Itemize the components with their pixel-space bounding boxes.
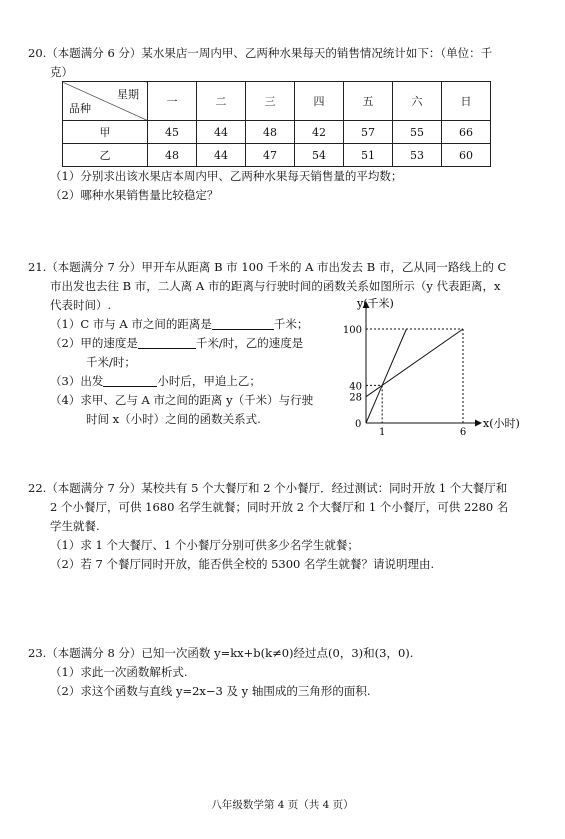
q20-line2: 克） xyxy=(50,65,73,79)
table-cell: 44 xyxy=(197,144,246,167)
q23-sub1: （1）求此一次函数解析式. xyxy=(50,665,188,679)
corner-top-label: 星期 xyxy=(117,88,139,101)
q21-sub1-text: （1）C 市与 A 市之间的距离是 xyxy=(50,317,212,331)
answer-blank[interactable] xyxy=(103,374,157,387)
table-cell: 45 xyxy=(148,121,197,144)
series-line-2 xyxy=(366,329,463,397)
q22-line2: 2 个小餐厅，可供 1680 名学生就餐；同时开放 2 个大餐厅和 1 个小餐厅，可供 2280 名 xyxy=(50,500,509,514)
answer-blank[interactable] xyxy=(212,317,274,330)
x-axis-label: x(小时) xyxy=(483,417,520,430)
q22-sub2: （2）若 7 个餐厅同时开放，能否供全校的 5300 名学生就餐？请说明理由. xyxy=(50,557,435,571)
table-row xyxy=(63,121,491,144)
origin-label: 0 xyxy=(355,419,362,430)
table-cell: 48 xyxy=(148,144,197,167)
page-footer: 八年级数学第 4 页（共 4 页） xyxy=(211,799,354,811)
distance-time-graph xyxy=(335,292,530,442)
day-header: 五 xyxy=(344,82,393,121)
q23-sub2: （2）求这个函数与直线 y=2x−3 及 y 轴围成的三角形的面积. xyxy=(50,684,371,698)
q21-line1: 21.（本题满分 7 分）甲开车从距离 B 市 100 千米的 A 市出发去 B 市，乙从同一路线上的 C xyxy=(28,260,507,274)
day-header: 一 xyxy=(148,82,197,121)
day-header: 六 xyxy=(393,82,442,121)
table-corner-cell xyxy=(63,82,148,121)
q21-sub2-cont: 千米/时； xyxy=(86,355,136,369)
q21-sub2-text2: 千米/时，乙的速度是 xyxy=(195,336,304,350)
table-cell: 47 xyxy=(246,144,295,167)
table-cell: 51 xyxy=(344,144,393,167)
row-label: 甲 xyxy=(63,121,148,144)
q22-line1: 22.（本题满分 7 分）某校共有 5 个大餐厅和 2 个小餐厅．经过测试：同时开放 1 个大餐厅和 xyxy=(28,481,508,495)
table-cell: 66 xyxy=(442,121,491,144)
day-header: 四 xyxy=(295,82,344,121)
table-row xyxy=(63,144,491,167)
q20-line1: 20.（本题满分 6 分）某水果店一周内甲、乙两种水果每天的销售情况统计如下：（单位：千 xyxy=(28,46,493,60)
table-cell: 53 xyxy=(393,144,442,167)
q23-line1: 23.（本题满分 8 分）已知一次函数 y=kx+b(k≠0)经过点(0，3)和(3，0). xyxy=(28,646,414,660)
y-tick-label: 40 xyxy=(349,381,362,393)
q21-sub3-text2: 小时后，甲追上乙； xyxy=(157,374,261,388)
table-header-row xyxy=(63,82,491,121)
q21-line2: 市出发也去往 B 市，二人离 A 市的距离与行驶时间的函数关系如图所示（y 代表距离，x xyxy=(50,279,501,293)
q20-sub1: （1）分别求出该水果店本周内甲、乙两种水果每天销售量的平均数； xyxy=(50,169,403,183)
table-cell: 60 xyxy=(442,144,491,167)
q20-sub2: （2）哪种水果销售量比较稳定？ xyxy=(50,188,219,202)
day-header: 日 xyxy=(442,82,491,121)
corner-bottom-label: 品种 xyxy=(69,102,91,115)
day-header: 三 xyxy=(246,82,295,121)
q21-sub4-cont: 时间 x（小时）之间的函数关系式. xyxy=(86,412,261,426)
q21-sub1 xyxy=(50,316,308,332)
q21-line3: 代表时间）. xyxy=(50,298,112,312)
q21-sub4: （4）求甲、乙与 A 市之间的距离 y（千米）与行驶 xyxy=(50,393,314,407)
q21-sub2 xyxy=(50,335,303,351)
q21-sub3-text: （3）出发 xyxy=(50,374,104,388)
y-axis-label: y(千米) xyxy=(357,297,394,310)
table-cell: 42 xyxy=(295,121,344,144)
table-cell: 55 xyxy=(393,121,442,144)
table-cell: 57 xyxy=(344,121,393,144)
x-tick-label: 1 xyxy=(378,427,386,438)
q21-sub2-text: （2）甲的速度是 xyxy=(50,336,138,350)
sales-table xyxy=(62,81,491,167)
series-line-1 xyxy=(366,329,406,423)
y-tick-label: 28 xyxy=(349,392,362,404)
q22-line3: 学生就餐. xyxy=(50,519,100,533)
table-cell: 54 xyxy=(295,144,344,167)
table-cell: 48 xyxy=(246,121,295,144)
q21-sub3 xyxy=(50,373,261,389)
y-tick-label: 100 xyxy=(342,325,362,336)
day-header: 二 xyxy=(197,82,246,121)
q22-sub1: （1）求 1 个大餐厅、1 个小餐厅分别可供多少名学生就餐； xyxy=(50,538,359,552)
x-tick-label: 6 xyxy=(459,427,467,438)
row-label: 乙 xyxy=(63,144,148,167)
table-cell: 44 xyxy=(197,121,246,144)
answer-blank[interactable] xyxy=(138,336,196,349)
q21-sub1-unit: 千米； xyxy=(273,317,309,331)
